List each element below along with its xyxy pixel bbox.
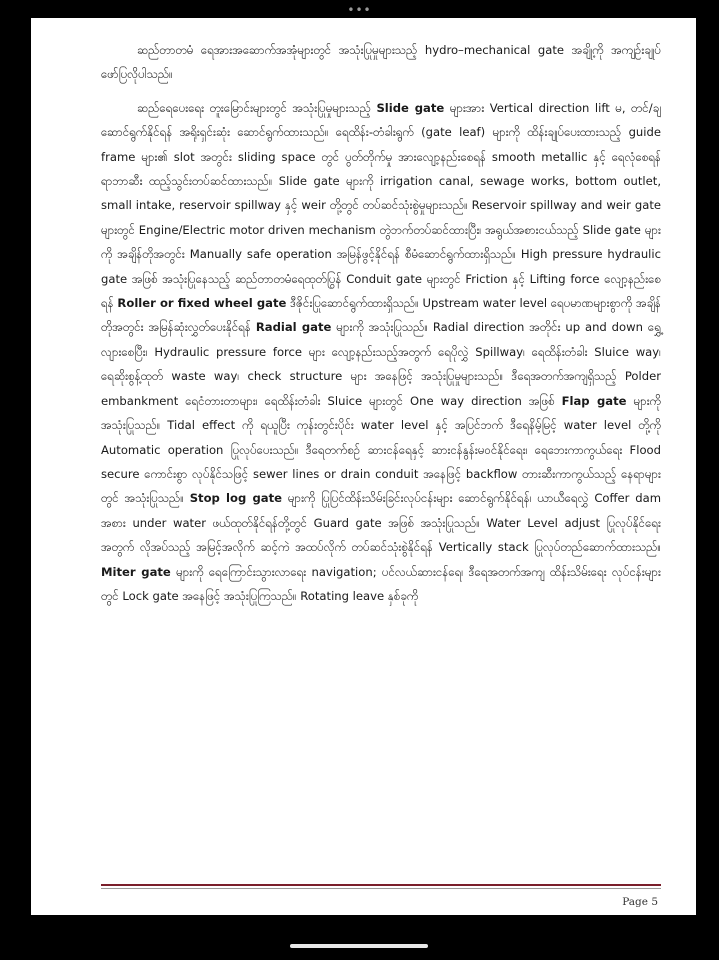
text-segment: များအား Vertical direction lift မ, တင်/ချ ဆောင်ရွက်နိုင်ရန် အရိုးရှင်းဆုံး ဆောင်ရွက်ထားသည်။ ရေထိန်း-တံခါးရွက် (gate leaf) များကို ထိန်းချုပ်ပေးထားသည့် guide frame များ၏ slot အတွင်း sliding space တွင် ပွတ်တိုက်မှု အားလျော့နည်းစေရန် smooth metallic နှင့် ရေလုံစေရန် ရာဘာဆီး ထည့်သွင်းတပ်ဆင်ထားသည်။ Slide gate များကို irrigation canal, sewage works, bottom outlet, small intake, reservoir spillway နှင့် weir တို့တွင် တပ်ဆင်သုံးစွဲမှုများသည်။ Reservoir spillway and weir gate များတွင် Engine/Electric motor driven mechanism တွဲဘက်တပ်ဆင်ထားပြီး၊ အရွယ်အစားငယ်သည့် Slide gate များကို အချိန်တိုအတွင်း Manually safe operation အမြန်ဖွင့်နိုင်ရန် စီမံဆောင်ရွက်ထားရှိသည်။ High pressure hydraulic gate အဖြစ် အသုံးပြုနေသည့် ဆည်တာတမံရေထုတ်ပြွန် Conduit gate များတွင် Friction နှင့် Lifting force လျော့နည်းစေရန် [101, 100, 661, 311]
keyword-miter-gate: Miter gate [101, 564, 171, 579]
paragraph-gates [101, 96, 661, 609]
document-page [31, 18, 696, 915]
text-segment: များကို အသုံးပြုသည်။ Radial direction အတိုင်း up and down ရွှေ့လျားစေပြီး၊ Hydraulic pressure force များ လျော့နည်းသည့်အတွက် ရေပိုလွှဲ Spillway၊ ရေထိန်းတံခါး Sluice way၊ ရေဆိုးစွန့်ထုတ် waste way၊ check structure များ အနေဖြင့် အသုံးပြုမှုများသည်။ ဒီရေအတက်အကျရှိသည့် Polder embankment ရေငံတားတာများ၊ ရေထိန်းတံခါး Sluice များတွင် One way direction အဖြစ် [101, 320, 662, 408]
keyword-roller-gate: Roller or fixed wheel gate [117, 296, 287, 311]
keyword-stop-log-gate: Stop log gate [189, 491, 282, 506]
text-segment: များကို အသုံးပြုသည်။ Tidal effect ကို ရယူပြီး ကုန်းတွင်းပိုင်း water level နှင့် အပြင်ဘက် ဒီရေနိမ့်မြင့် water level တို့ကို Automatic operation ပြုလုပ်ပေးသည်။ ဒီရေတက်စဉ် ဆားငန်ရေနှင့် ဆားငန်နွန်းမဝင်နိုင်ရေး၊ ရေဘေးကာကွယ်ရေး Flood secure ကောင်းစွာ လုပ်နိုင်သဖြင့် sewer lines or drain conduit အနေဖြင့် backflow တားဆီးကာကွယ်သည့် နေရာများတွင် အသုံးပြုသည်။ [101, 393, 661, 506]
text-segment: ဆည်ရေပေးရေး တူးမြောင်းများတွင် အသုံးပြုမှုများသည့် [137, 100, 377, 115]
footer-rule-dark [101, 884, 661, 886]
page-number: Page 5 [622, 896, 658, 908]
keyword-flap-gate: Flap gate [561, 393, 627, 408]
footer-rule-light [101, 888, 661, 889]
home-indicator[interactable] [290, 944, 428, 948]
paragraph-intro: ဆည်တာတမံ ရေအားအဆောက်အအုံများတွင် အသုံးပြုမှုများသည့် hydro–mechanical gate အချို့ကို အကျဉ်းချုပ်ဖော်ပြလိုပါသည်။ [101, 43, 661, 82]
top-handle-dots: ••• [347, 3, 372, 17]
text-segment: များကို ရေကြောင်းသွားလာရေး navigation; ပင်လယ်ဆားငန်ရေ၊ ဒီရေအတက်အကျ ထိန်းသိမ်းရေး လုပ်ငန်းများတွင် Lock gate အနေဖြင့် အသုံးပြုကြသည်။ Rotating leave နှစ်ခုကို [101, 564, 661, 603]
keyword-slide-gate: Slide gate [376, 100, 445, 115]
keyword-radial-gate: Radial gate [255, 320, 332, 335]
document-body [101, 38, 661, 617]
text-segment: များကို ပြုပြင်ထိန်းသိမ်းခြင်းလုပ်ငန်းများ ဆောင်ရွက်နိုင်ရန်၊ ယာယီရေလွှဲ Coffer dam အစား under water ဖယ်ထုတ်နိုင်ရန်တို့တွင် Guard gate အဖြစ် အသုံးပြုသည်။ Water Level adjust ပြုလုပ်နိုင်ရေးအတွက် လိုအပ်သည့် အမြင့်အလိုက် ဆင့်ကဲ အထပ်လိုက် တပ်ဆင်သုံးစွဲနိုင်ရန် Vertically stack ပြုလုပ်တည်ဆောက်ထားသည်။ [101, 491, 661, 555]
text-segment: ဒီဇိုင်းပြုဆောင်ရွက်ထားရှိသည်။ Upstream water level ရေပမာဏများစွာကို အချိန်တိုအတွင်း အမြန်ဆုံးလွှတ်ပေးနိုင်ရန် [101, 296, 661, 335]
